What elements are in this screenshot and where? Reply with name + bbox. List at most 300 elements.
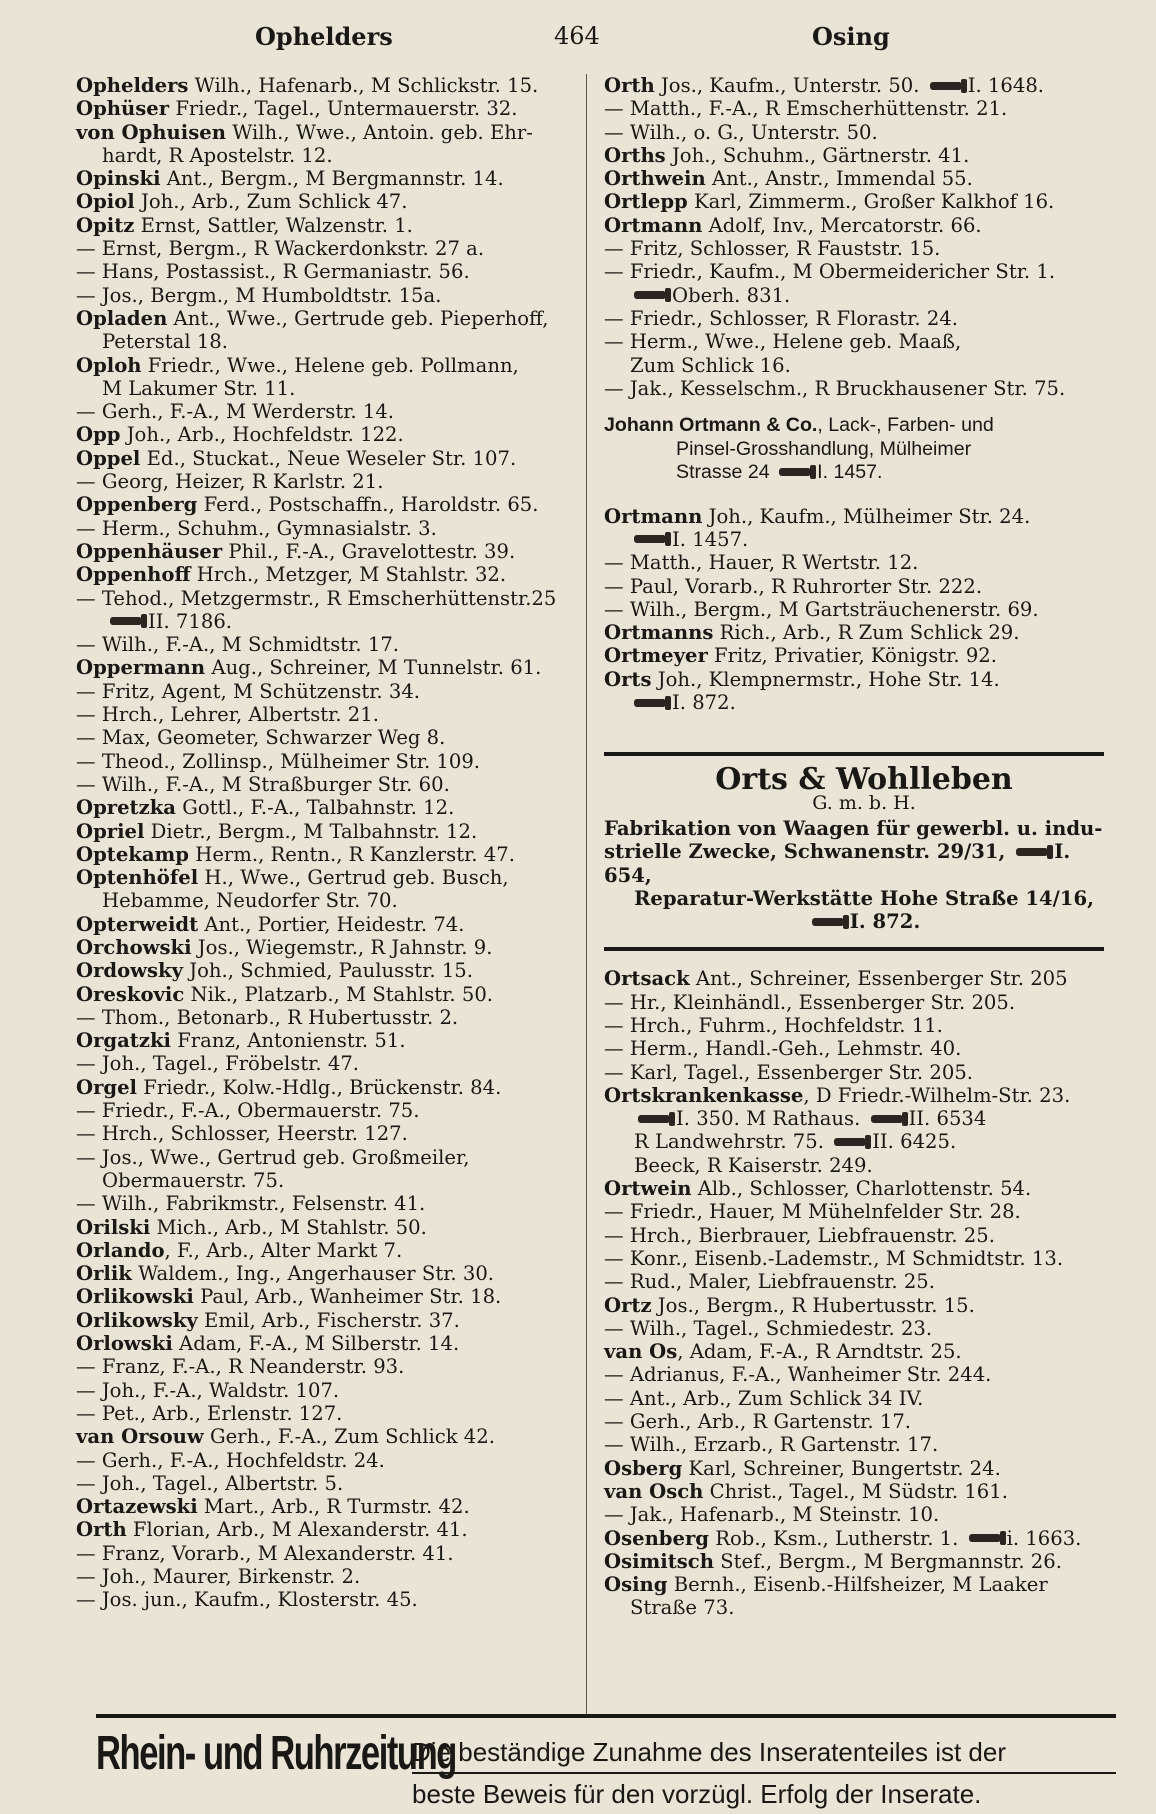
entry-surname: Osing xyxy=(604,1573,668,1597)
directory-entry xyxy=(604,1503,1124,1526)
entry-surname: Osenberg xyxy=(604,1526,710,1550)
directory-entry xyxy=(604,307,1124,330)
telephone-icon xyxy=(634,535,666,543)
directory-entry xyxy=(76,703,566,726)
entry-surname: Ortlepp xyxy=(604,190,688,214)
phone-value: i. 1663. xyxy=(1006,1526,1082,1550)
entry-details: — Pet., Arb., Erlenstr. 127. xyxy=(76,1401,343,1425)
directory-entry xyxy=(604,1340,1124,1363)
telephone-icon xyxy=(834,1138,866,1146)
directory-entry xyxy=(76,936,566,959)
entry-surname: Orgatzki xyxy=(76,1029,171,1053)
footer-slogan xyxy=(412,1732,1116,1814)
ad-orts-line3: Reparatur-Werkstätte Hohe Straße 14/16, xyxy=(634,886,1094,910)
entry-details: Jos., Wiegemstr., R Jahnstr. 9. xyxy=(191,935,493,959)
entry-details: — Herm., Handl.-Geh., Lehmstr. 40. xyxy=(604,1037,962,1061)
directory-entry xyxy=(76,470,566,493)
entry-details: Jos., Kaufm., Unterstr. 50. xyxy=(654,74,920,97)
entry-surname: Oreskovic xyxy=(76,982,185,1006)
entry-details: — Tehod., Metzgermstr., R Emscherhüttenstr.25 xyxy=(76,586,557,610)
entry-surname: Ortmann xyxy=(604,213,703,237)
entry-continuation: Peterstal 18. xyxy=(102,330,229,354)
entry-continuation xyxy=(630,284,1124,307)
ad-ortmann-line2: Pinsel-Grosshandlung, Mülheimer xyxy=(676,437,972,460)
entry-surname: Optekamp xyxy=(76,842,189,866)
directory-entry xyxy=(76,820,566,843)
entry-details: Joh., Arb., Hochfeldstr. 122. xyxy=(120,423,404,447)
directory-entry xyxy=(76,633,566,656)
entry-surname: Orlando xyxy=(76,1238,165,1262)
entry-continuation xyxy=(630,691,1124,714)
directory-entry xyxy=(604,1433,1124,1456)
entry-details: Friedr., Wwe., Helene geb. Pollmann, xyxy=(141,353,519,377)
entry-details: Joh., Klempnermstr., Hohe Str. 14. xyxy=(651,667,1000,691)
directory-entry xyxy=(76,237,566,260)
entry-surname: Opp xyxy=(76,423,121,447)
entry-details: Wilh., Wwe., Antoin. geb. Ehr- xyxy=(225,120,533,144)
ad-ortmann xyxy=(604,414,1124,485)
entry-details: — Jak., Hafenarb., M Steinstr. 10. xyxy=(604,1503,940,1527)
right-column-mid xyxy=(604,505,1124,715)
entry-surname: Oppenhoff xyxy=(76,563,191,587)
entry-details: — Hrch., Fuhrm., Hochfeldstr. 11. xyxy=(604,1014,943,1037)
entry-details: — Wilh., o. G., Unterstr. 50. xyxy=(604,120,878,144)
entry-details: Nik., Platzarb., M Stahlstr. 50. xyxy=(184,982,494,1006)
header-left: Opheldеrs xyxy=(255,22,393,51)
directory-entry xyxy=(604,1480,1124,1503)
entry-details: — Joh., Tagel., Fröbelstr. 47. xyxy=(76,1052,360,1076)
entry-surname: Opinski xyxy=(76,167,161,191)
directory-entry xyxy=(604,330,1124,353)
directory-entry xyxy=(76,563,566,586)
entry-details: — Jak., Kesselschm., R Bruckhausener Str. 75. xyxy=(604,376,1066,400)
directory-entry xyxy=(76,1285,566,1308)
directory-entry xyxy=(76,260,566,283)
entry-details: Gottl., F.-A., Talbahnstr. 12. xyxy=(176,796,455,820)
entry-surname: Orths xyxy=(604,143,666,167)
phone-value: I. 872. xyxy=(672,691,736,715)
ad-ortmann-line3: Strasse 24 xyxy=(676,461,770,484)
phone-number xyxy=(965,1527,1082,1550)
entry-details: — Friedr., Schlosser, R Florastr. 24. xyxy=(604,306,958,330)
directory-entry xyxy=(604,144,1124,167)
entry-details: Adam, F.-A., M Silberstr. 14. xyxy=(172,1332,460,1356)
footer-advert xyxy=(96,1714,1116,1810)
entry-details: — Friedr., Kaufm., M Obermeidericher Str. 1. xyxy=(604,260,1056,284)
entry-details: — Hrch., Bierbrauer, Liebfrauenstr. 25. xyxy=(604,1223,995,1247)
directory-entry xyxy=(604,991,1124,1014)
directory-entry xyxy=(76,190,566,213)
entry-surname: Orlikowski xyxy=(76,1285,194,1309)
entry-details: Ant., Bergm., M Bergmannstr. 14. xyxy=(160,167,504,191)
directory-entry xyxy=(604,1270,1124,1293)
directory-entry xyxy=(604,1317,1124,1340)
entry-details: Joh., Arb., Zum Schlick 47. xyxy=(134,190,408,214)
directory-entry xyxy=(76,1239,566,1262)
phone-number xyxy=(926,74,1044,97)
entry-details: — Adrianus, F.-A., Wanheimer Str. 244. xyxy=(604,1363,992,1387)
phone-value: II. 6534 xyxy=(908,1107,987,1131)
entry-details: Aug., Schreiner, M Tunnelstr. 61. xyxy=(205,656,542,680)
directory-entry xyxy=(76,656,566,679)
entry-details: — Matth., Hauer, R Wertstr. 12. xyxy=(604,551,919,575)
ad-orts-line1: Fabrikation von Waagen für gewerbl. u. indu- xyxy=(604,816,1103,840)
entry-details: , F., Arb., Alter Markt 7. xyxy=(164,1238,403,1262)
entry-details: Joh., Kaufm., Mülheimer Str. 24. xyxy=(702,504,1031,528)
directory-entry xyxy=(604,967,1124,990)
entry-details: — Theod., Zollinsp., Mülheimer Str. 109. xyxy=(76,749,481,773)
entry-surname: Orlikowsky xyxy=(76,1308,198,1332)
directory-entry xyxy=(76,540,566,563)
entry-details: — Wilh., Bergm., M Gartsträuchenerstr. 69. xyxy=(604,597,1039,621)
entry-surname: van Os xyxy=(604,1340,678,1364)
directory-entry xyxy=(76,983,566,1006)
directory-entry xyxy=(76,866,566,889)
entry-continuation: Zum Schlick 16. xyxy=(630,353,791,377)
footer-slogan-line1: Die beständige Zunahme des Inseratenteiles ist der xyxy=(412,1737,1007,1767)
telephone-icon xyxy=(110,617,142,625)
directory-entry xyxy=(604,598,1124,621)
directory-entry xyxy=(76,493,566,516)
directory-entry xyxy=(604,621,1124,644)
entry-surname: Opheldеrs xyxy=(76,74,189,97)
phone-value: I. 1648. xyxy=(967,74,1045,97)
entry-details: Ed., Stuckat., Neue Weseler Str. 107. xyxy=(140,446,517,470)
entry-details: Hrch., Metzger, M Stahlstr. 32. xyxy=(190,563,507,587)
directory-entry xyxy=(76,796,566,819)
entry-details: Jos., Bergm., R Hubertusstr. 15. xyxy=(651,1293,975,1317)
entry-surname: Orilski xyxy=(76,1215,151,1239)
entry-continuation: Hebamme, Neudorfer Str. 70. xyxy=(102,889,398,913)
directory-entry xyxy=(604,575,1124,598)
entry-surname: Opterweidt xyxy=(76,912,199,936)
entry-continuation: Obermauerstr. 75. xyxy=(102,1168,285,1192)
entry-details: Friedr., Tagel., Untermauerstr. 32. xyxy=(169,97,518,121)
entry-details: — Georg, Heizer, R Karlstr. 21. xyxy=(76,470,384,494)
entry-details: — Hrch., Schlosser, Heerstr. 127. xyxy=(76,1122,408,1146)
entry-details: Stef., Bergm., M Bergmannstr. 26. xyxy=(713,1549,1062,1573)
entry-surname: Opitz xyxy=(76,213,135,237)
directory-entry xyxy=(76,1518,566,1541)
ad-orts-subtitle: G. m. b. H. xyxy=(812,791,916,814)
telephone-icon xyxy=(638,1115,670,1123)
entry-surname: Ophüser xyxy=(76,97,170,121)
entry-details: — Paul, Vorarb., R Ruhrorter Str. 222. xyxy=(604,574,983,598)
entry-details: Rich., Arb., R Zum Schlick 29. xyxy=(713,621,1020,645)
entry-details: — Wilh., Fabrikmstr., Felsenstr. 41. xyxy=(76,1192,426,1216)
entry-surname: Orlik xyxy=(76,1262,132,1286)
entry-surname: Ortwein xyxy=(604,1177,692,1201)
phone-number xyxy=(630,528,748,551)
directory-entry xyxy=(76,97,566,120)
entry-details: Adolf, Inv., Mercatorstr. 66. xyxy=(702,213,982,237)
directory-entry xyxy=(604,1084,1124,1177)
phone-number xyxy=(630,284,790,307)
directory-entry xyxy=(604,260,1124,283)
entry-details: Fritz, Privatier, Königstr. 92. xyxy=(707,644,998,668)
entry-surname: Orth xyxy=(604,74,655,97)
entry-surname: Oppermann xyxy=(76,656,206,680)
directory-entry xyxy=(76,354,566,377)
directory-entry xyxy=(76,1379,566,1402)
right-column-bottom xyxy=(604,967,1124,1619)
directory-entry xyxy=(76,214,566,237)
phone-number xyxy=(634,1107,740,1130)
entry-surname: Opretzka xyxy=(76,796,177,820)
telephone-icon xyxy=(634,291,666,299)
footer-rule xyxy=(96,1714,1116,1718)
entry-details: — Wilh., F.-A., M Straßburger Str. 60. xyxy=(76,772,450,796)
entry-surname: Osberg xyxy=(604,1456,683,1480)
entry-details: — Fritz, Schlosser, R Fauststr. 15. xyxy=(604,237,941,261)
entry-continuation: hardt, R Apostelstr. 12. xyxy=(102,143,333,167)
entry-details: Dietr., Bergm., M Talbahnstr. 12. xyxy=(144,819,478,843)
entry-details: Mich., Arb., M Stahlstr. 50. xyxy=(150,1215,427,1239)
entry-details: Herm., Rentn., R Kanzlerstr. 47. xyxy=(189,842,515,866)
entry-details: Karl, Schreiner, Bungertstr. 24. xyxy=(682,1456,1001,1480)
entry-details: — Ernst, Bergm., R Wackerdonkstr. 27 a. xyxy=(76,237,485,261)
entry-details: Rob., Ksm., Lutherstr. 1. xyxy=(709,1526,959,1550)
entry-details: — Franz, Vorarb., M Alexanderstr. 41. xyxy=(76,1541,454,1565)
ad-ortmann-line1: , Lack-, Farben- und xyxy=(817,414,994,437)
phone-number xyxy=(630,691,736,714)
directory-entry xyxy=(76,1542,566,1565)
directory-entry xyxy=(604,1387,1124,1410)
entry-surname: Ortmann xyxy=(604,504,703,528)
entry-details: — Joh., Maurer, Birkenstr. 2. xyxy=(76,1565,361,1588)
ad-rule-bottom xyxy=(604,947,1104,951)
entry-details: — Fritz, Agent, M Schützenstr. 34. xyxy=(76,679,421,703)
entry-details: — Jos., Bergm., M Humboldtstr. 15a. xyxy=(76,283,442,307)
directory-entry xyxy=(604,644,1124,667)
entry-details: — Konr., Eisenb.-Lademstr., M Schmidtstr. 13. xyxy=(604,1246,1064,1270)
entry-details: Phil., F.-A., Gravelottestr. 39. xyxy=(222,539,516,563)
footer-slogan-line2: beste Beweis für den vorzügl. Erfolg der Inserate. xyxy=(412,1772,1116,1814)
entry-surname: Ortmanns xyxy=(604,621,714,645)
entry-surname: Ortz xyxy=(604,1293,652,1317)
entry-details: Joh., Schuhm., Gärtnerstr. 41. xyxy=(665,143,970,167)
phone-value: I. 350. xyxy=(676,1107,740,1131)
telephone-icon xyxy=(871,1115,903,1123)
entry-surname: Oploh xyxy=(76,353,142,377)
entry-details: — Hr., Kleinhändl., Essenberger Str. 205. xyxy=(604,990,1016,1014)
directory-entry xyxy=(76,1146,566,1169)
left-column xyxy=(76,74,566,1612)
directory-entry xyxy=(76,517,566,540)
directory-entry xyxy=(76,1192,566,1215)
directory-entry xyxy=(604,1247,1124,1270)
entry-surname: van Orsouw xyxy=(76,1425,204,1449)
page-number: 464 xyxy=(554,22,600,50)
entry-details: M Rathaus. xyxy=(746,1107,861,1131)
entry-details: — Wilh., F.-A., M Schmidtstr. 17. xyxy=(76,633,400,657)
entry-details: — Wilh., Erzarb., R Gartenstr. 17. xyxy=(604,1433,939,1457)
entry-continuation: Beeck, R Kaiserstr. 249. xyxy=(634,1153,873,1177)
entry-details: — Jos., Wwe., Gertrud geb. Großmeiler, xyxy=(76,1145,470,1169)
entry-details: Ant., Wwe., Gertrude geb. Pieperhoff, xyxy=(167,306,549,330)
directory-entry xyxy=(76,843,566,866)
entry-details: — Gerh., F.-A., M Werderstr. 14. xyxy=(76,400,395,424)
entry-surname: Orchowski xyxy=(76,935,192,959)
entry-details: Franz, Antonienstr. 51. xyxy=(170,1029,406,1053)
directory-entry xyxy=(604,1037,1124,1060)
entry-surname: Opladen xyxy=(76,306,168,330)
directory-entry xyxy=(76,1122,566,1145)
entry-surname: Opriel xyxy=(76,819,145,843)
telephone-icon xyxy=(812,918,844,926)
directory-entry xyxy=(76,587,566,634)
entry-details: — Gerh., Arb., R Gartenstr. 17. xyxy=(604,1410,912,1434)
directory-entry xyxy=(76,1495,566,1518)
directory-entry xyxy=(76,1216,566,1239)
entry-details: Mart., Arb., R Turmstr. 42. xyxy=(197,1495,470,1519)
entry-surname: Ortmeyer xyxy=(604,644,708,668)
directory-entry xyxy=(604,167,1124,190)
telephone-icon xyxy=(779,468,811,476)
directory-entry xyxy=(76,307,566,330)
directory-entry xyxy=(76,1425,566,1448)
entry-details: Ernst, Sattler, Walzenstr. 1. xyxy=(134,213,413,237)
directory-entry xyxy=(604,1527,1124,1550)
directory-entry xyxy=(76,121,566,144)
entry-details: — Gerh., F.-A., Hochfeldstr. 24. xyxy=(76,1448,385,1472)
entry-surname: Ortskrankenkasse xyxy=(604,1083,804,1107)
entry-continuation: Straße 73. xyxy=(630,1596,735,1620)
directory-entry xyxy=(76,959,566,982)
telephone-icon xyxy=(969,1534,1001,1542)
directory-entry xyxy=(604,237,1124,260)
entry-details: — Joh., Tagel., Albertstr. 5. xyxy=(76,1471,344,1495)
phone-value: II. 6425. xyxy=(872,1130,957,1154)
right-column-top xyxy=(604,74,1124,400)
directory-entry xyxy=(604,1457,1124,1480)
entry-details: — Franz, F.-A., R Neanderstr. 93. xyxy=(76,1355,405,1379)
entry-surname: Oppenhäuser xyxy=(76,539,223,563)
directory-entry xyxy=(604,1224,1124,1247)
right-column xyxy=(604,74,1124,1620)
entry-surname: Orts xyxy=(604,667,652,691)
entry-details: Ant., Schreiner, Essenberger Str. 205 xyxy=(689,967,1068,991)
directory-entry xyxy=(76,284,566,307)
directory-entry xyxy=(604,190,1124,213)
directory-entry xyxy=(76,773,566,796)
directory-entry xyxy=(604,551,1124,574)
directory-entry xyxy=(76,1588,566,1611)
directory-entry xyxy=(604,74,1124,97)
entry-surname: van Osch xyxy=(604,1479,704,1503)
directory-entry xyxy=(604,1061,1124,1084)
entry-surname: Osimitsch xyxy=(604,1549,714,1573)
directory-entry xyxy=(604,214,1124,237)
directory-entry xyxy=(604,97,1124,120)
entry-details: — Herm., Schuhm., Gymnasialstr. 3. xyxy=(76,516,437,540)
entry-surname: Orlowski xyxy=(76,1332,173,1356)
entry-details: — Ant., Arb., Zum Schlick 34 IV. xyxy=(604,1386,924,1410)
entry-details: Wilh., Hafenarb., M Schlickstr. 15. xyxy=(188,74,539,97)
directory-entry xyxy=(604,377,1124,400)
directory-entry xyxy=(604,1200,1124,1223)
telephone-icon xyxy=(930,82,962,90)
entry-details: — Karl, Tagel., Essenberger Str. 205. xyxy=(604,1060,974,1084)
directory-entry xyxy=(76,1076,566,1099)
entry-details: Florian, Arb., M Alexanderstr. 41. xyxy=(126,1518,468,1542)
directory-entry xyxy=(76,74,566,97)
entry-details: — Wilh., Tagel., Schmiedestr. 23. xyxy=(604,1316,933,1340)
entry-continuation: R Landwehrstr. 75. xyxy=(634,1130,824,1154)
entry-details: Alb., Schlosser, Charlottenstr. 54. xyxy=(691,1177,1032,1201)
entry-details: — Matth., F.-A., R Emscherhüttenstr. 21. xyxy=(604,97,1008,121)
directory-entry xyxy=(76,1449,566,1472)
column-divider xyxy=(586,74,587,1714)
directory-entry xyxy=(76,680,566,703)
entry-details: Joh., Schmied, Paulusstr. 15. xyxy=(183,959,473,983)
entry-details: — Herm., Wwe., Helene geb. Maaß, xyxy=(604,330,962,354)
directory-entry xyxy=(76,1332,566,1355)
entry-details: H., Wwe., Gertrud geb. Busch, xyxy=(198,866,509,890)
entry-details: Ant., Portier, Heidestr. 74. xyxy=(198,912,465,936)
entry-surname: Orgel xyxy=(76,1075,138,1099)
entry-surname: von Ophuisen xyxy=(76,120,226,144)
entry-surname: Oppenberg xyxy=(76,493,198,517)
entry-details: Gerh., F.-A., Zum Schlick 42. xyxy=(203,1425,495,1449)
entry-details: — Max, Geometer, Schwarzer Weg 8. xyxy=(76,726,446,750)
directory-entry xyxy=(604,121,1124,144)
phone-number xyxy=(867,1107,987,1130)
footer-brand: Rhein- und Ruhrzeitung xyxy=(96,1727,456,1780)
entry-details: — Rud., Maler, Liebfrauenstr. 25. xyxy=(604,1270,936,1294)
directory-entry xyxy=(76,1355,566,1378)
entry-surname: Ortazewski xyxy=(76,1495,198,1519)
directory-entry xyxy=(604,1573,1124,1596)
entry-details: Waldem., Ing., Angerhauser Str. 30. xyxy=(131,1262,495,1286)
entry-continuation: M Lakumer Str. 11. xyxy=(102,376,296,400)
entry-surname: Orthwein xyxy=(604,167,706,191)
entry-details: — Thom., Betonarb., R Hubertusstr. 2. xyxy=(76,1005,459,1029)
entry-details: Friedr., Kolw.-Hdlg., Brückenstr. 84. xyxy=(137,1075,502,1099)
directory-entry xyxy=(76,1565,566,1588)
entry-surname: Opiol xyxy=(76,190,135,214)
directory-entry xyxy=(76,1309,566,1332)
directory-entry xyxy=(76,726,566,749)
directory-entry xyxy=(76,1402,566,1425)
entry-surname: Ortsack xyxy=(604,967,690,991)
directory-entry xyxy=(76,1472,566,1495)
telephone-icon xyxy=(1016,848,1048,856)
entry-surname: Ordowsky xyxy=(76,959,184,983)
ad-ortmann-name: Johann Ortmann & Co. xyxy=(604,414,818,437)
directory-entry xyxy=(76,1006,566,1029)
entry-details: Ant., Anstr., Immendal 55. xyxy=(705,167,973,191)
directory-entry xyxy=(76,1052,566,1075)
entry-details: Bernh., Eisenb.-Hilfsheizer, M Laaker xyxy=(667,1573,1048,1597)
ad-rule-top xyxy=(604,752,1104,756)
header-right: Osing xyxy=(812,22,890,51)
ad-ortmann-phone: I. 1457. xyxy=(817,461,883,484)
entry-details: Christ., Tagel., M Südstr. 161. xyxy=(703,1479,1008,1503)
ad-orts-title: Orts & Wohlleben xyxy=(715,762,1013,798)
entry-details: Karl, Zimmerm., Großer Kalkhof 16. xyxy=(687,190,1055,214)
directory-entry xyxy=(604,1014,1124,1037)
entry-details: Ferd., Postschaffn., Haroldstr. 65. xyxy=(197,493,539,517)
directory-entry xyxy=(604,1550,1124,1573)
entry-details: , Adam, F.-A., R Arndtstr. 25. xyxy=(677,1340,962,1364)
ad-orts-line2: strielle Zwecke, Schwanenstr. 29/31, xyxy=(604,840,1006,864)
telephone-icon xyxy=(634,699,666,707)
directory-entry xyxy=(76,447,566,470)
entry-surname: Oppel xyxy=(76,446,141,470)
directory-entry xyxy=(76,1262,566,1285)
entry-details: Paul, Arb., Wanheimer Str. 18. xyxy=(193,1285,502,1309)
